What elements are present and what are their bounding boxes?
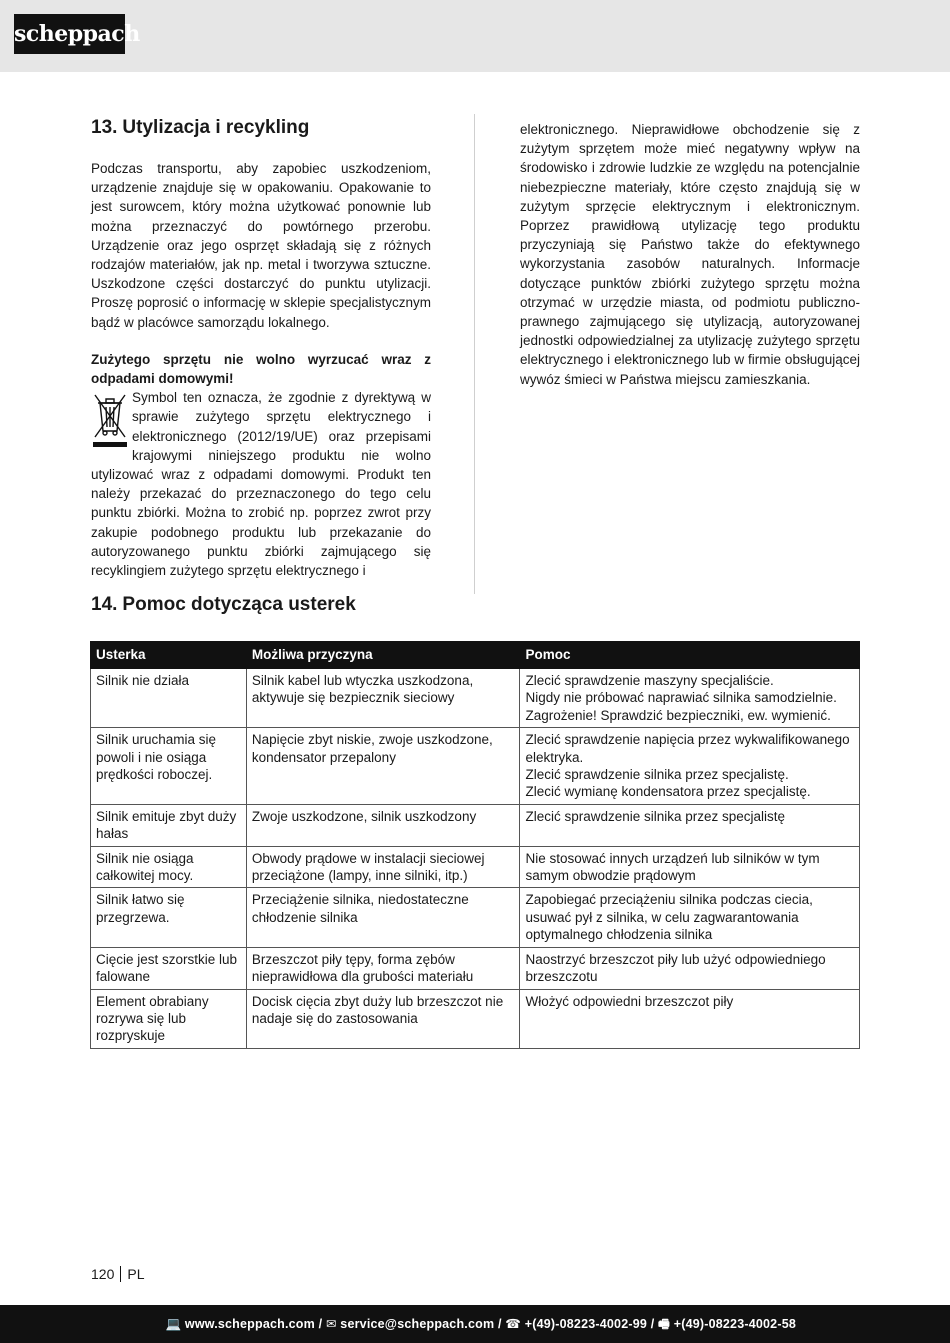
right-column: [520, 120, 860, 389]
column-header-remedy: Pomoc: [520, 642, 860, 669]
fault-cell: Silnik łatwo się przegrzewa.: [91, 888, 247, 947]
fault-cell: Element obrabiany rozrywa się lub rozpryskuje: [91, 989, 247, 1048]
table-row: [91, 947, 860, 989]
fault-cell: Silnik nie działa: [91, 669, 247, 728]
section-title-text: Pomoc dotycząca usterek: [122, 594, 356, 615]
paragraph-weee-continued: elektronicznego. Nieprawidłowe obchodzenie się z zużytym sprzętem może mieć negatywny wpływ na środowisko i zdrowie ludzkie ze względu na potencjalnie niebezpieczne materiały, które często znajdują się w zużytym sprzęcie elektrycznym i elektronicznym. Poprzez prawidłową utylizację tego produktu przyczyniają się Państwo także do efektywnego wykorzystania zasobów naturalnych. Informacje dotyczące punktów zbiórki zużytego sprzętu można otrzymać w urzędzie miasta, od podmiotu publiczno-prawnego zajmującego się utylizacją, autoryzowanej jednostki odpowiedzialnej za utylizację zużytego sprzętu elektrycznego i elektronicznego lub w firmie obsługującej wywóz śmieci w Państwa miejscu zamieszkania.: [520, 122, 860, 387]
section-14-heading: [91, 594, 356, 616]
weee-block: [91, 388, 431, 580]
fault-cell: Silnik nie osiąga całkowitej mocy.: [91, 846, 247, 888]
table-row: [91, 989, 860, 1048]
cause-cell: Brzeszczot piły tępy, forma zębów nieprawidłowa dla grubości materiału: [246, 947, 520, 989]
remedy-cell: Nie stosować innych urządzeń lub silników w tym samym obwodzie prądowym: [520, 846, 860, 888]
crossed-bin-icon: [91, 389, 129, 447]
table-row: [91, 669, 860, 728]
table-row: [91, 846, 860, 888]
page-number: 120: [91, 1266, 115, 1282]
cause-cell: Docisk cięcia zbyt duży lub brzeszczot nie nadaje się do zastosowania: [246, 989, 520, 1048]
brand-logo: scheppach: [14, 14, 125, 54]
cause-cell: Napięcie zbyt niskie, zwoje uszkodzone, kondensator przepalony: [246, 728, 520, 805]
contact-bar: [0, 1305, 950, 1343]
remedy-cell: Naostrzyć brzeszczot piły lub użyć odpowiedniego brzeszczotu: [520, 947, 860, 989]
remedy-cell: Zlecić sprawdzenie maszyny specjaliście. Nigdy nie próbować naprawiać silnika samodzielnie. Zagrożenie! Sprawdzić bezpieczniki, ew. wymienić.: [520, 669, 860, 728]
remedy-cell: Zlecić sprawdzenie silnika przez specjalistę: [520, 804, 860, 846]
page-number-block: [91, 1265, 144, 1283]
section-number: 14.: [91, 594, 118, 615]
cause-cell: Silnik kabel lub wtyczka uszkodzona, aktywuje się bezpiecznik sieciowy: [246, 669, 520, 728]
table-row: [91, 728, 860, 805]
section-title-text: Utylizacja i recykling: [122, 117, 310, 138]
disposal-notice: Zużytego sprzętu nie wolno wyrzucać wraz z odpadami domowymi!: [91, 351, 431, 387]
header-band: [0, 0, 950, 72]
fault-cell: Silnik uruchamia się powoli i nie osiąga prędkości roboczej.: [91, 728, 247, 805]
fault-cell: Silnik emituje zbyt duży hałas: [91, 804, 247, 846]
column-header-cause: Możliwa przyczyna: [246, 642, 520, 669]
troubleshooting-table: [90, 641, 860, 1049]
page-separator: [120, 1266, 121, 1282]
column-divider: [474, 114, 475, 594]
language-code: PL: [127, 1266, 145, 1282]
cause-cell: Przeciążenie silnika, niedostateczne chłodzenie silnika: [246, 888, 520, 947]
table-header-row: [91, 642, 860, 669]
table-row: [91, 888, 860, 947]
paragraph-transport: Podczas transportu, aby zapobiec uszkodzeniom, urządzenie znajduje się w opakowaniu. Opakowanie to jest surowcem, który można użytkować ponownie lub można przeznaczyć do powtórnego przerobu. Urządzenie oraz jego osprzęt składają się z różnych rodzajów materiałów, jak np. metal i tworzywa sztuczne. Uszkodzone części dostarczyć do punktu utylizacji. Proszę poprosić o informację w sklepie specjalistycznym bądź w placówce samorządu lokalnego.: [91, 161, 431, 330]
fault-cell: Cięcie jest szorstkie lub falowane: [91, 947, 247, 989]
contact-line: 💻 www.scheppach.com / ✉ service@scheppach.com / ☎ +(49)-08223-4002-99 / 🖷 +(49)-08223-4002-58: [165, 1317, 796, 1331]
remedy-cell: Zapobiegać przeciążeniu silnika podczas ciecia, usuwać pył z silnika, w celu zagwarantowania optymalnego chłodzenia silnika: [520, 888, 860, 947]
section-number: 13.: [91, 117, 118, 138]
column-header-fault: Usterka: [91, 642, 247, 669]
paragraph-weee: Symbol ten oznacza, że zgodnie z dyrektywą w sprawie zużytego sprzętu elektrycznego i elektronicznego (2012/19/UE) oraz przepisami krajowymi niniejszego produktu nie wolno utylizować wraz z odpadami domowymi. Produkt ten należy przekazać do przeznaczonego do tego celu punktu zbiórki. Można to zrobić np. poprzez zwrot przy zakupie podobnego produktu lub przekazanie do autoryzowanego punktu zbiórki zajmującego się recyklingiem zużytego sprzętu elektrycznego i: [91, 390, 431, 579]
table-row: [91, 804, 860, 846]
section-13-title: [91, 117, 431, 139]
remedy-cell: Włożyć odpowiedni brzeszczot piły: [520, 989, 860, 1048]
cause-cell: Obwody prądowe w instalacji sieciowej przeciążone (lampy, inne silniki, itp.): [246, 846, 520, 888]
remedy-cell: Zlecić sprawdzenie napięcia przez wykwalifikowanego elektryka. Zlecić sprawdzenie silnika przez specjalistę. Zlecić wymianę kondensatora przez specjalistę.: [520, 728, 860, 805]
left-column: [91, 117, 431, 580]
section-14-title: [91, 594, 356, 616]
cause-cell: Zwoje uszkodzone, silnik uszkodzony: [246, 804, 520, 846]
